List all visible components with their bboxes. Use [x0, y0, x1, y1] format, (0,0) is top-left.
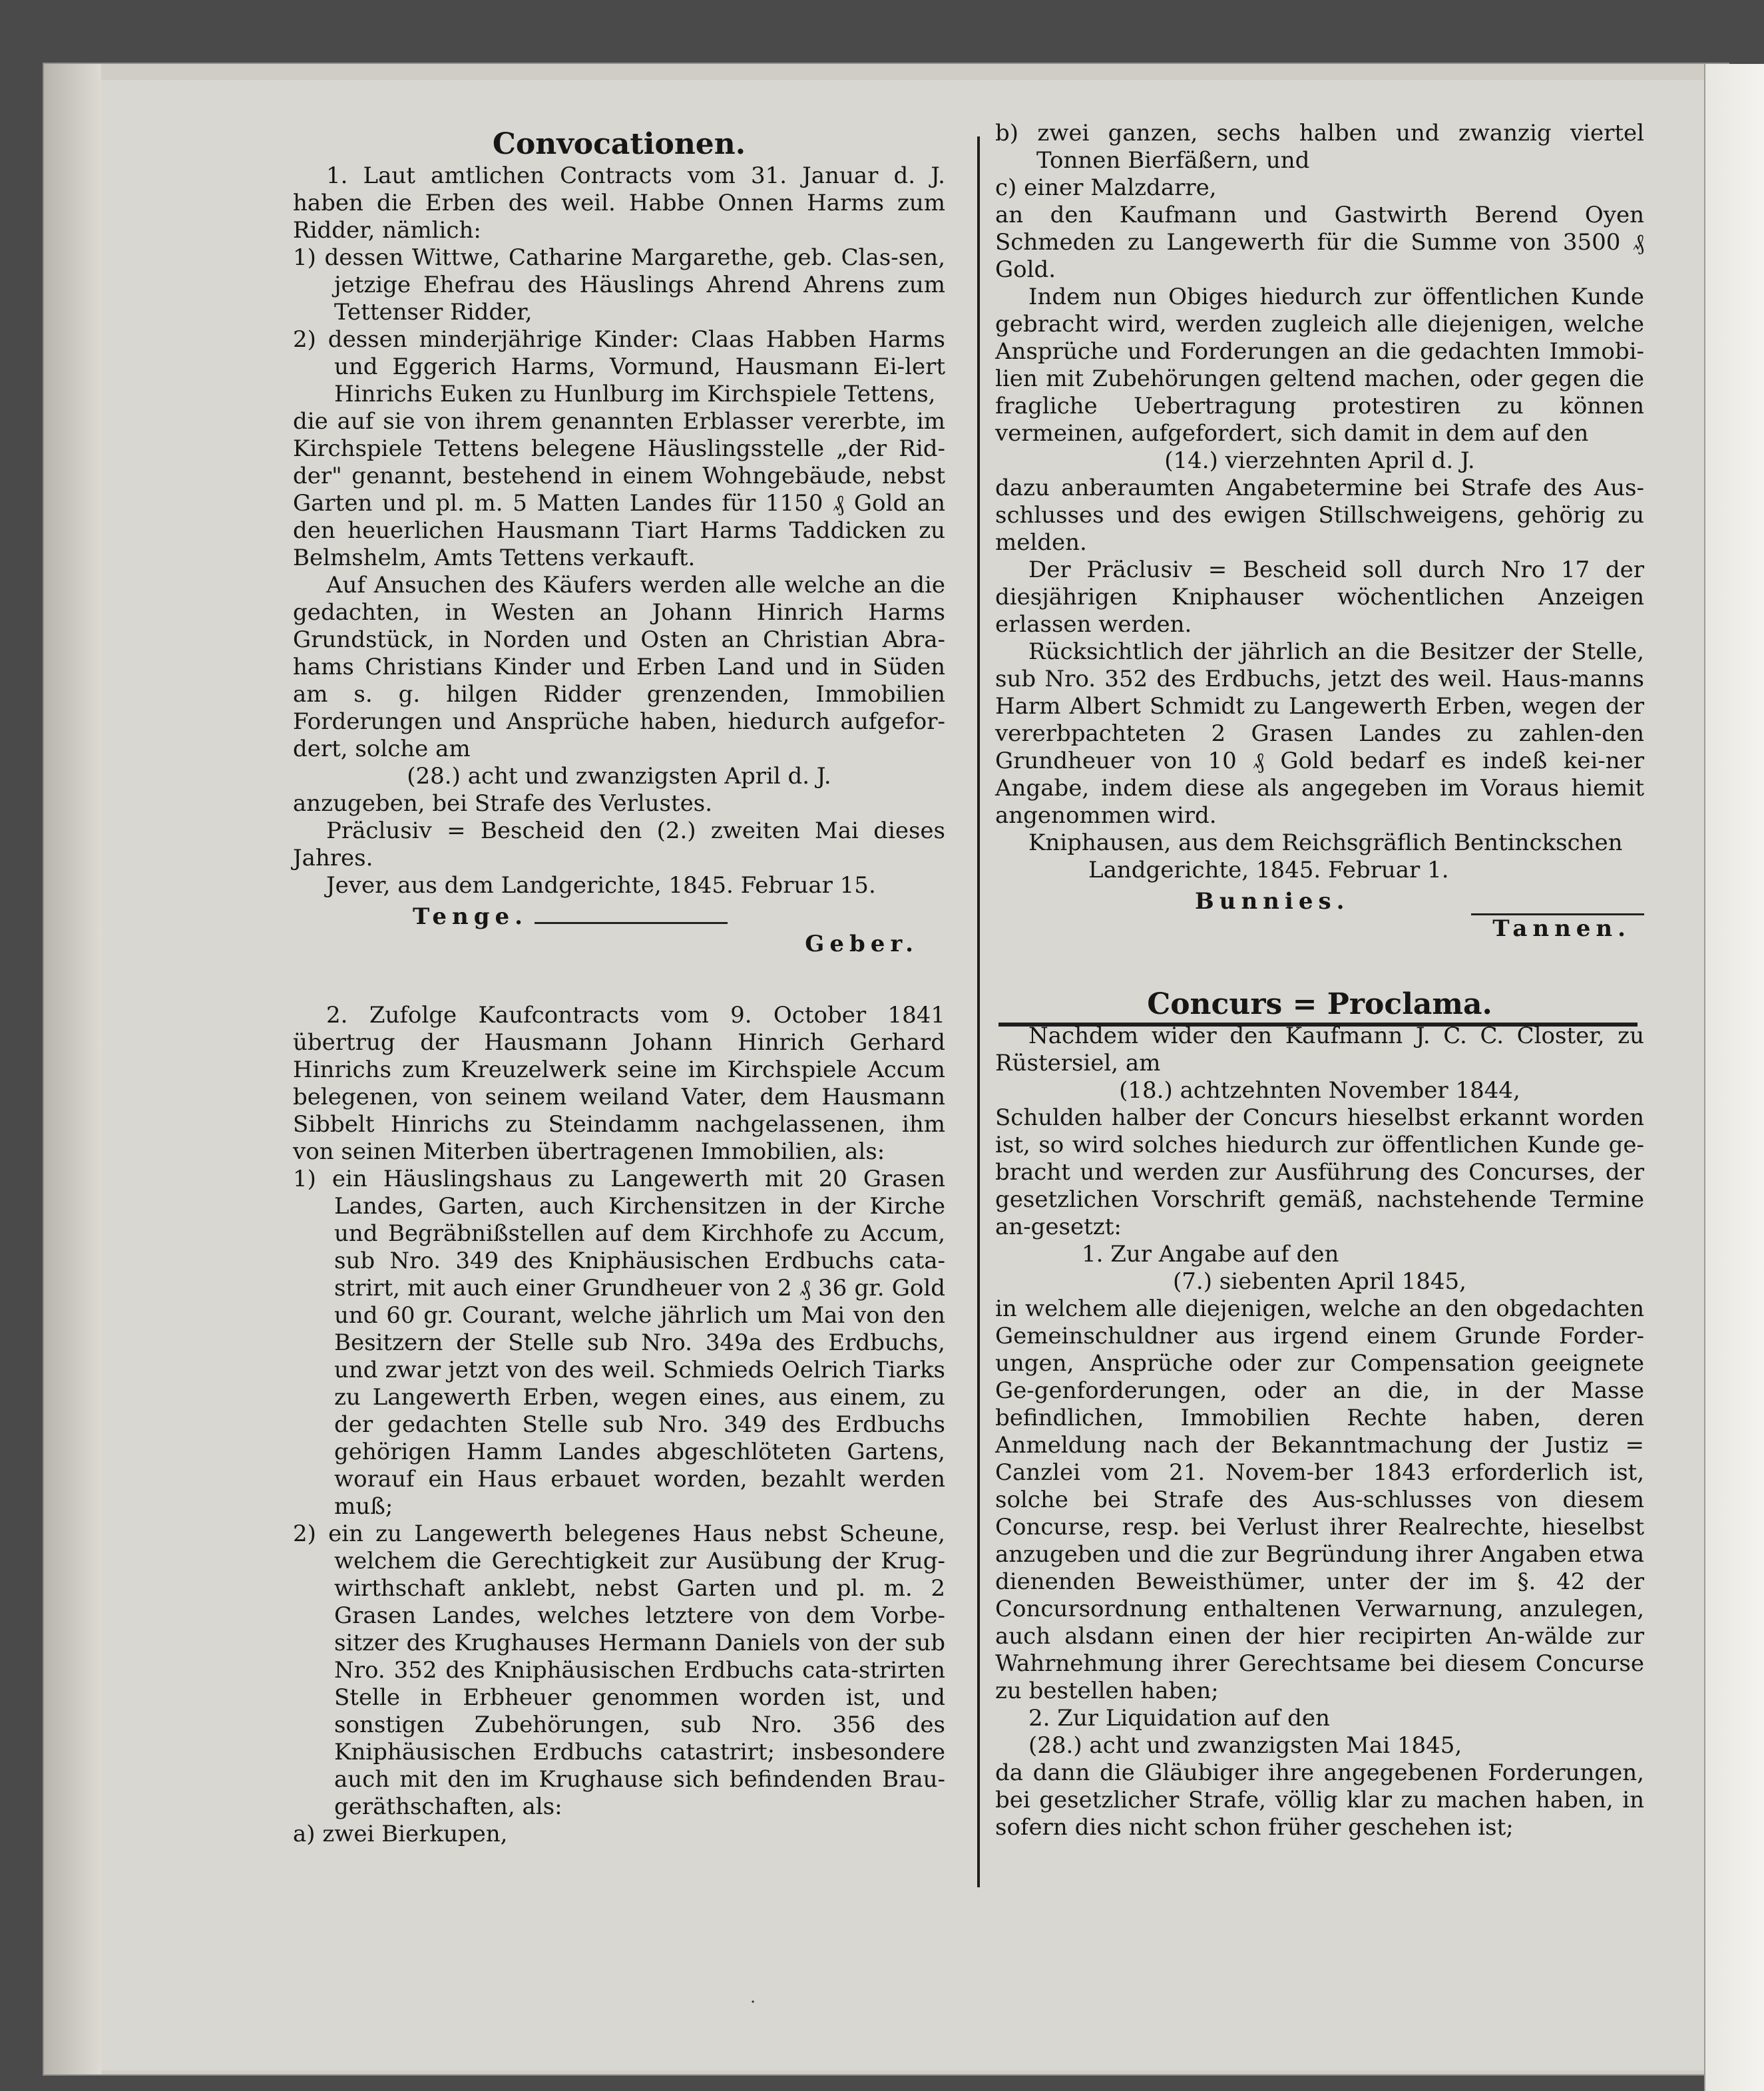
paragraph: Nachdem wider den Kaufmann J. C. C. Closter, zu Rüstersiel, am [995, 1023, 1644, 1076]
list-item: a) zwei Bierkupen, [293, 1821, 508, 1847]
spacer [293, 958, 945, 1002]
signature: Bunnies. [1195, 888, 1350, 915]
left-column [293, 126, 945, 1848]
list-item: c) einer Malzdarre, [995, 174, 1217, 201]
spacer [995, 943, 1644, 987]
paragraph: Indem nun Obiges hiedurch zur öffentlichen Kunde gebracht wird, werden zugleich alle diejenigen, welche Ansprüche und Forderungen an die gedachten Immobi-lien mit Zubehörungen geltend machen, oder gegen die fragliche Uebertragung protestiren zu können vermeinen, aufgefordert, sich damit in dem auf den [995, 284, 1644, 447]
paragraph: Rücksichtlich der jährlich an die Besitzer der Stelle, sub Nro. 352 des Erdbuchs, jetzt des weil. Haus-manns Harm Albert Schmidt zu Langewerth Erben, wegen der vererbpachteten 2 Grasen Landes zu zahlen-den Grundheuer von 10 ₰ Gold bedarf es indeß kei-ner Angabe, indem diese als angegeben im Voraus hiemit angenommen wird. [995, 638, 1644, 829]
list-item: 1) dessen Wittwe, Catharine Margarethe, geb. Clas-sen, jetzige Ehefrau des Häuslings Ahrend Ahrens zum Tettenser Ridder, [293, 244, 945, 326]
list-item: 2. Zur Liquidation auf den [1028, 1705, 1330, 1732]
paragraph: Präclusiv = Bescheid den (2.) zweiten Mai dieses Jahres. [293, 817, 945, 871]
list-item: 1. Zur Angabe auf den [1082, 1241, 1339, 1268]
signature: Geber. [805, 931, 919, 957]
paper-mark: · [750, 1992, 756, 2012]
signature: Tenge. [413, 903, 528, 930]
signature-row [293, 903, 945, 931]
deadline-date: (18.) achtzehnten November 1844, [1119, 1077, 1520, 1104]
right-page-edge [1704, 64, 1764, 2091]
list-item: 2) dessen minderjährige Kinder: Claas Habben Harms und Eggerich Harms, Vormund, Hausmann Ei-lert Hinrichs Euken zu Hunlburg im Kirchspiele Tettens, [293, 326, 945, 407]
signature: Tannen. [1492, 915, 1631, 942]
place-date-line: Jever, aus dem Landgerichte, 1845. Februar 15. [326, 872, 876, 899]
list-item: 2) ein zu Langewerth belegenes Haus nebst Scheune, welchem die Gerechtigkeit zur Ausübung der Krug-wirthschaft anklebt, nebst Garten und pl. m. 2 Grasen Landes, welches letztere von dem Vorbe-sitzer des Krughauses Hermann Daniels von der sub Nro. 352 des Kniphäusischen Erdbuchs cata-strirten Stelle in Erbheuer genommen worden ist, und sonstigen Zubehörungen, sub Nro. 356 des Kniphäusischen Erdbuchs catastrirt; insbesondere auch mit den im Krughause sich befindenden Brau-geräthschaften, als: [293, 1520, 945, 1820]
page-stack-edge [44, 64, 101, 2074]
place-line: Kniphausen, aus dem Reichsgräflich Bentinckschen [1028, 829, 1623, 856]
paragraph: 2. Zufolge Kaufcontracts vom 9. October 1841 übertrug der Hausmann Johann Hinrich Gerhard Hinrichs zum Kreuzelwerk seine im Kirchspiele Accum belegenen, von seinem weiland Vater, dem Hausmann Sibbelt Hinrichs zu Steindamm nachgelassenen, ihm von seinen Miterben übertragenen Immobilien, als: [293, 1002, 945, 1165]
deadline-date: (7.) siebenten April 1845, [1173, 1268, 1466, 1295]
paragraph: dazu anberaumten Angabetermine bei Strafe des Aus-schlusses und des ewigen Stillschweigens, gehörig zu melden. [995, 475, 1644, 556]
paragraph: die auf sie von ihrem genannten Erblasser vererbte, im Kirchspiele Tettens belegene Häuslingsstelle „der Rid-der" genannt, bestehend in einem Wohngebäude, nebst Garten und pl. m. 5 Matten Landes für 1150 ₰ Gold an den heuerlichen Hausmann Tiart Harms Taddicken zu Belmshelm, Amts Tettens verkauft. [293, 408, 945, 571]
deadline-date: (28.) acht und zwanzigsten Mai 1845, [1028, 1732, 1462, 1759]
list-item: b) zwei ganzen, sechs halben und zwanzig viertel Tonnen Bierfäßern, und [995, 120, 1644, 174]
section-heading-convocationen: Convocationen. [492, 127, 746, 161]
paragraph: in welchem alle diejenigen, welche an den obgedachten Gemeinschuldner aus irgend einem Grunde Forder-ungen, Ansprüche oder zur Compensation geeignete Ge-genforderungen, oder an die, in der Masse befindlichen, Immobilien Rechte haben, deren Anmeldung nach der Bekanntmachung der Justiz = Canzlei vom 21. Novem-ber 1843 erforderlich ist, solche bei Strafe des Aus-schlusses von diesem Concurse, resp. bei Verlust ihrer Realrechte, hieselbst anzugeben und die zur Begründung ihrer Angaben etwa dienenden Beweisthümer, unter der im §. 42 der Concursordnung enthaltenen Verwarnung, anzulegen, auch alsdann einen der hier recipirten An-wälde zur Wahrnehmung ihrer Gerechtsame bei diesem Concurse zu bestellen haben; [995, 1295, 1644, 1704]
signature-rule [535, 922, 728, 924]
deadline-date: (28.) acht und zwanzigsten April d. J. [407, 763, 831, 790]
section-heading-concurs: Concurs = Proclama. [1147, 987, 1492, 1021]
paragraph: Auf Ansuchen des Käufers werden alle welche an die gedachten, in Westen an Johann Hinrich Harms Grundstück, in Norden und Osten an Christian Abra-hams Christians Kinder und Erben Land und in Süden am s. g. hilgen Ridder grenzenden, Immobilien Forderungen und Ansprüche haben, hiedurch aufgefor-dert, solche am [293, 572, 945, 762]
deadline-date: (14.) vierzehnten April d. J. [1164, 447, 1475, 474]
right-column [995, 120, 1644, 1841]
paragraph: da dann die Gläubiger ihre angegebenen Forderungen, bei gesetzlicher Strafe, völlig klar zu machen haben, in sofern dies nicht schon früher geschehen ist; [995, 1759, 1644, 1841]
paragraph: Der Präclusiv = Bescheid soll durch Nro 17 der diesjährigen Kniphauser wöchentlichen Anzeigen erlassen werden. [995, 557, 1644, 638]
date-line: Landgerichte, 1845. Februar 1. [1088, 857, 1449, 883]
signature-row [995, 888, 1644, 915]
paragraph: 1. Laut amtlichen Contracts vom 31. Januar d. J. haben die Erben des weil. Habbe Onnen Harms zum Ridder, nämlich: [293, 162, 945, 244]
column-divider [977, 136, 980, 1887]
paragraph: anzugeben, bei Strafe des Verlustes. [293, 790, 713, 817]
paragraph: Schulden halber der Concurs hieselbst erkannt worden ist, so wird solches hiedurch zur öffentlichen Kunde ge-bracht und werden zur Ausführung des Concurses, der gesetzlichen Vorschrift gemäß, nachstehende Termine an-gesetzt: [995, 1104, 1644, 1240]
list-item: 1) ein Häuslingshaus zu Langewerth mit 20 Grasen Landes, Garten, auch Kirchensitzen in der Kirche und Begräbnißstellen auf dem Kirchhofe zu Accum, sub Nro. 349 des Kniphäusischen Erdbuchs cata-strirt, mit auch einer Grundheuer von 2 ₰ 36 gr. Gold und 60 gr. Courant, welche jährlich um Mai von den Besitzern der Stelle sub Nro. 349a des Erdbuchs, und zwar jetzt von des weil. Schmieds Oelrich Tiarks zu Langewerth Erben, wegen eines, aus einem, zu der gedachten Stelle sub Nro. 349 des Erdbuchs gehörigen Hamm Landes abgeschlöteten Gartens, worauf ein Haus erbauet worden, bezahlt werden muß; [293, 1166, 945, 1520]
paragraph: an den Kaufmann und Gastwirth Berend Oyen Schmeden zu Langewerth für die Summe von 3500 ₰ Gold. [995, 202, 1644, 283]
